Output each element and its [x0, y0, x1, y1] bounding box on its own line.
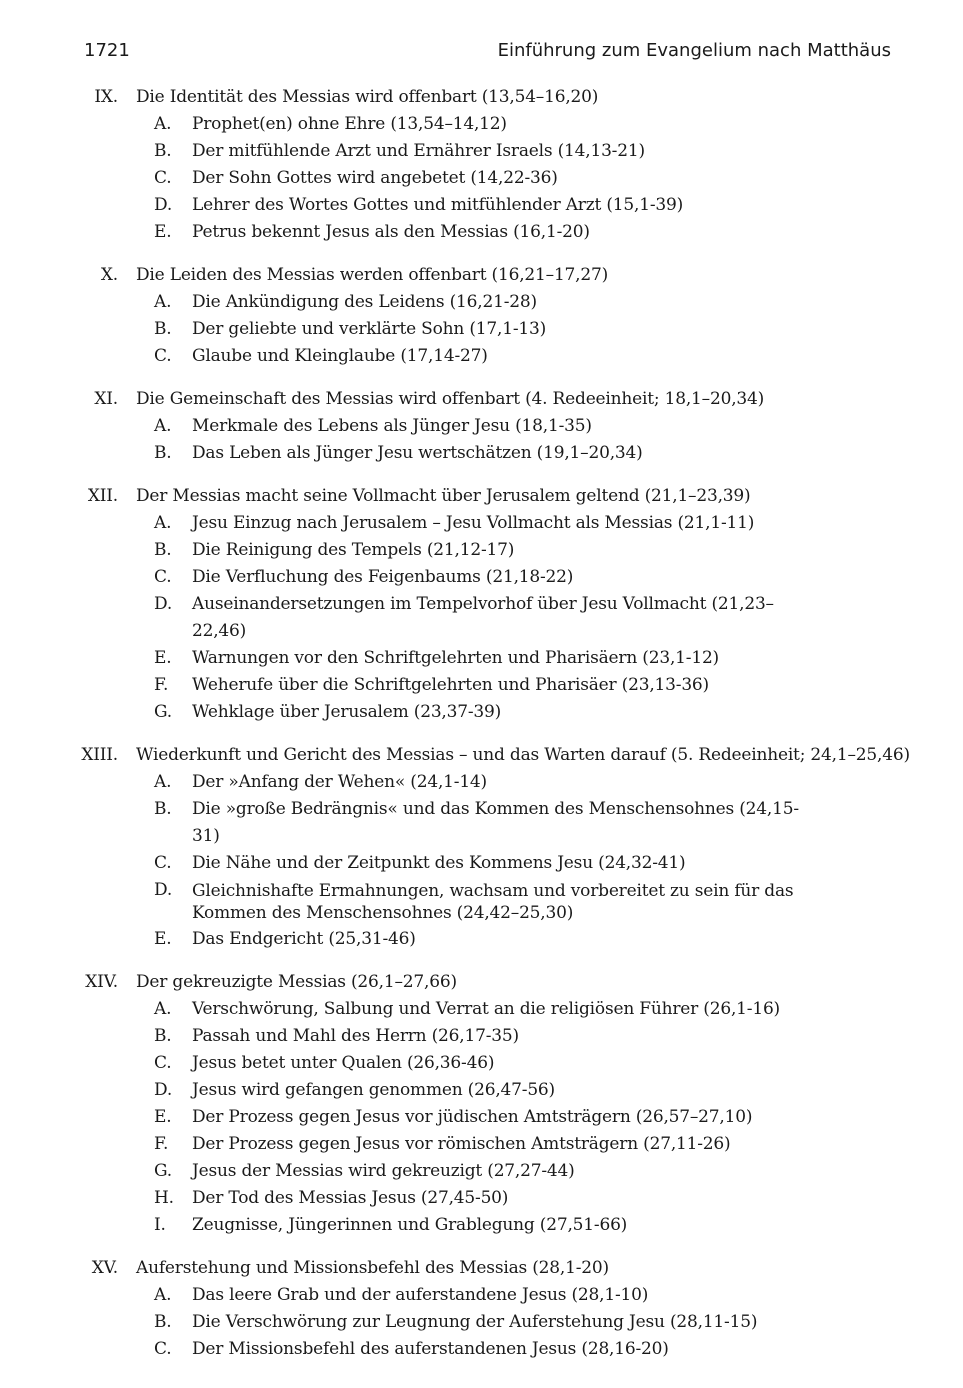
outline-item: [0, 537, 963, 564]
section-heading: [0, 1255, 963, 1282]
outline-item: [0, 1336, 963, 1363]
item-text: Verschwörung, Salbung und Verrat an die religiösen Führer (26,1-16): [192, 999, 780, 1019]
item-text: Der Prozess gegen Jesus vor jüdischen Amtsträgern (26,57–27,10): [192, 1107, 753, 1127]
section-heading: [0, 386, 963, 413]
item-text: Warnungen vor den Schriftgelehrten und Pharisäern (23,1-12): [192, 648, 719, 668]
outline-section: [0, 84, 963, 246]
outline-item: [0, 1309, 963, 1336]
item-letter: D.: [154, 195, 173, 215]
item-text: Auseinandersetzungen im Tempelvorhof über Jesu Vollmacht (21,23–22,46): [192, 594, 774, 641]
item-text: Der Prozess gegen Jesus vor römischen Amtsträgern (27,11-26): [192, 1134, 731, 1154]
item-text: Das Endgericht (25,31-46): [192, 929, 416, 949]
outline-section: [0, 1255, 963, 1363]
item-letter: C.: [154, 168, 172, 188]
section-numeral: IX.: [94, 87, 118, 107]
item-letter: E.: [154, 929, 172, 949]
outline-item: [0, 138, 963, 165]
outline-item: [0, 1212, 963, 1239]
item-text: Die Nähe und der Zeitpunkt des Kommens Jesu (24,32-41): [192, 853, 686, 873]
section-title: Auferstehung und Missionsbefehl des Messias (28,1-20): [136, 1258, 609, 1278]
item-letter: B.: [154, 443, 172, 463]
outline-item: [0, 645, 963, 672]
item-text: Jesus wird gefangen genommen (26,47-56): [192, 1080, 555, 1100]
item-letter: I.: [154, 1215, 166, 1235]
item-text: Der geliebte und verklärte Sohn (17,1-13): [192, 319, 547, 339]
outline-item: [0, 564, 963, 591]
outline-item: [0, 926, 963, 953]
item-letter: G.: [154, 702, 172, 722]
section-heading: [0, 483, 963, 510]
item-text: Jesus der Messias wird gekreuzigt (27,27-44): [192, 1161, 575, 1181]
section-title: Wiederkunft und Gericht des Messias – und das Warten darauf (5. Redeeinheit; 24,1–25,46): [136, 745, 910, 765]
item-letter: B.: [154, 1026, 172, 1046]
outline-item: [0, 413, 963, 440]
section-heading: [0, 969, 963, 996]
item-letter: A.: [154, 999, 172, 1019]
item-letter: E.: [154, 648, 172, 668]
item-letter: A.: [154, 292, 172, 312]
outline-item: [0, 1185, 963, 1212]
section-numeral: X.: [100, 265, 118, 285]
outline-item: [0, 996, 963, 1023]
item-text: Jesus betet unter Qualen (26,36-46): [192, 1053, 495, 1073]
section-numeral: XIV.: [85, 972, 118, 992]
item-text: Das Leben als Jünger Jesu wertschätzen (19,1–20,34): [192, 443, 643, 463]
item-text: Merkmale des Lebens als Jünger Jesu (18,1-35): [192, 416, 592, 436]
outline-item: [0, 796, 963, 850]
section-title: Der Messias macht seine Vollmacht über Jerusalem geltend (21,1–23,39): [136, 486, 751, 506]
item-text: Glaube und Kleinglaube (17,14-27): [192, 346, 488, 366]
section-title: Der gekreuzigte Messias (26,1–27,66): [136, 972, 457, 992]
item-letter: C.: [154, 853, 172, 873]
item-text: Der Tod des Messias Jesus (27,45-50): [192, 1188, 509, 1208]
item-letter: G.: [154, 1161, 172, 1181]
item-letter: B.: [154, 799, 172, 819]
outline-item: [0, 1050, 963, 1077]
item-letter: C.: [154, 567, 172, 587]
running-title: Einführung zum Evangelium nach Matthäus: [497, 40, 891, 61]
item-text: Wehklage über Jerusalem (23,37-39): [192, 702, 502, 722]
section-heading: [0, 742, 963, 769]
item-letter: A.: [154, 1285, 172, 1305]
outline-item: [0, 1131, 963, 1158]
item-text: Der Missionsbefehl des auferstandenen Jesus (28,16-20): [192, 1339, 669, 1359]
outline-section: [0, 262, 963, 370]
item-letter: D.: [154, 880, 173, 900]
item-letter: D.: [154, 1080, 173, 1100]
outline-item: [0, 877, 963, 926]
item-text: Jesu Einzug nach Jerusalem – Jesu Vollmacht als Messias (21,1-11): [192, 513, 755, 533]
outline-item: [0, 1282, 963, 1309]
outline-section: [0, 483, 963, 726]
item-letter: A.: [154, 416, 172, 436]
item-text: Zeugnisse, Jüngerinnen und Grablegung (27,51-66): [192, 1215, 628, 1235]
item-text: Der mitfühlende Arzt und Ernährer Israels (14,13-21): [192, 141, 645, 161]
item-text: Die Verschwörung zur Leugnung der Auferstehung Jesu (28,11-15): [192, 1312, 758, 1332]
item-text: Petrus bekennt Jesus als den Messias (16,1-20): [192, 222, 590, 242]
outline-item: [0, 850, 963, 877]
section-numeral: XI.: [94, 389, 118, 409]
section-heading: [0, 262, 963, 289]
outline-item: [0, 1077, 963, 1104]
section-numeral: XII.: [87, 486, 118, 506]
item-letter: C.: [154, 1053, 172, 1073]
section-heading: [0, 84, 963, 111]
section-title: Die Gemeinschaft des Messias wird offenbart (4. Redeeinheit; 18,1–20,34): [136, 389, 765, 409]
outline-item: [0, 510, 963, 537]
section-title: Die Identität des Messias wird offenbart (13,54–16,20): [136, 87, 599, 107]
outline-item: [0, 1104, 963, 1131]
outline-section: [0, 742, 963, 953]
item-text: Die Reinigung des Tempels (21,12-17): [192, 540, 515, 560]
outline-item: [0, 440, 963, 467]
outline-section: [0, 969, 963, 1239]
item-text: Prophet(en) ohne Ehre (13,54–14,12): [192, 114, 507, 134]
page-number: 1721: [84, 40, 130, 61]
item-letter: C.: [154, 1339, 172, 1359]
outline-item: [0, 672, 963, 699]
section-numeral: XIII.: [81, 745, 118, 765]
outline-item: [0, 111, 963, 138]
item-letter: H.: [154, 1188, 174, 1208]
item-text: Der »Anfang der Wehen« (24,1-14): [192, 772, 487, 792]
item-letter: A.: [154, 513, 172, 533]
outline-list: [0, 84, 963, 1379]
item-text: Lehrer des Wortes Gottes und mitfühlender Arzt (15,1-39): [192, 195, 684, 215]
item-text: Das leere Grab und der auferstandene Jesus (28,1-10): [192, 1285, 649, 1305]
outline-section: [0, 386, 963, 467]
item-text: Die Verfluchung des Feigenbaums (21,18-22): [192, 567, 574, 587]
item-letter: A.: [154, 772, 172, 792]
item-text: Weherufe über die Schriftgelehrten und Pharisäer (23,13-36): [192, 675, 709, 695]
item-letter: C.: [154, 346, 172, 366]
outline-item: [0, 289, 963, 316]
outline-item: [0, 219, 963, 246]
section-numeral: XV.: [91, 1258, 118, 1278]
item-text: Gleichnishafte Ermahnungen, wachsam und vorbereitet zu sein für das Kommen des Menschensohnes (24,42–25,30): [192, 881, 794, 923]
outline-item: [0, 1023, 963, 1050]
outline-item: [0, 769, 963, 796]
item-text: Der Sohn Gottes wird angebetet (14,22-36): [192, 168, 558, 188]
outline-item: [0, 316, 963, 343]
item-letter: F.: [154, 1134, 169, 1154]
item-text: Die Ankündigung des Leidens (16,21-28): [192, 292, 537, 312]
outline-item: [0, 699, 963, 726]
item-letter: E.: [154, 222, 172, 242]
outline-item: [0, 192, 963, 219]
item-letter: B.: [154, 1312, 172, 1332]
item-letter: B.: [154, 540, 172, 560]
item-letter: D.: [154, 594, 173, 614]
outline-item: [0, 591, 963, 645]
item-letter: A.: [154, 114, 172, 134]
item-letter: E.: [154, 1107, 172, 1127]
item-text: Passah und Mahl des Herrn (26,17-35): [192, 1026, 519, 1046]
item-letter: B.: [154, 319, 172, 339]
section-title: Die Leiden des Messias werden offenbart (16,21–17,27): [136, 265, 609, 285]
page-header: [84, 40, 891, 66]
item-letter: F.: [154, 675, 169, 695]
outline-item: [0, 343, 963, 370]
item-text: Die »große Bedrängnis« und das Kommen des Menschensohnes (24,15-31): [192, 799, 799, 846]
outline-item: [0, 165, 963, 192]
outline-item: [0, 1158, 963, 1185]
item-letter: B.: [154, 141, 172, 161]
